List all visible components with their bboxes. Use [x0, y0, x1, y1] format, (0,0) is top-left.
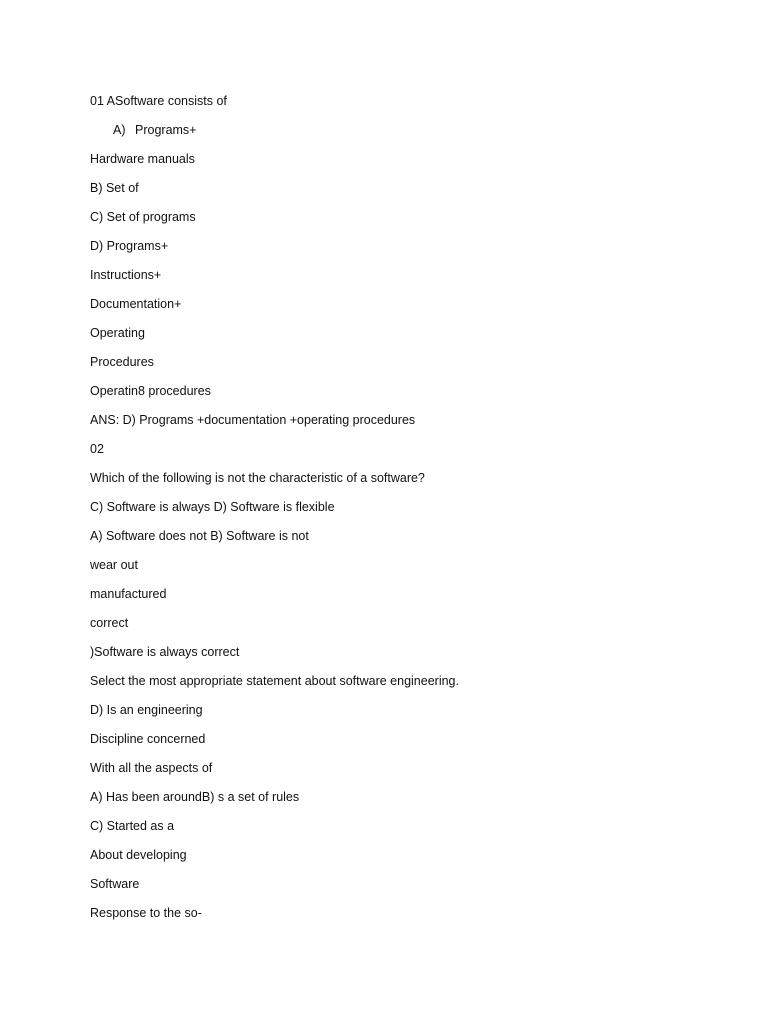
text-line: manufactured	[90, 587, 167, 601]
option-c-line: C) Started as a	[90, 819, 175, 833]
question-2-text: Which of the following is not the characteristic of a software?	[90, 471, 425, 485]
option-c-line: C) Set of programs	[90, 210, 196, 224]
option-a-line	[90, 120, 710, 149]
text-line: About developing	[90, 848, 187, 862]
option-b-line: B) Set of	[90, 181, 139, 195]
answer-line: )Software is always correct	[90, 645, 240, 659]
question-2-number: 02	[90, 442, 104, 456]
option-a-text: Programs+	[135, 123, 197, 137]
answer-line: ANS: D) Programs +documentation +operating procedures	[90, 413, 416, 427]
text-line: Software	[90, 877, 140, 891]
question-3-text: Select the most appropriate statement about software engineering.	[90, 674, 459, 688]
text-line: Documentation+	[90, 297, 182, 311]
text-line: Operating	[90, 326, 145, 340]
option-a-letter: A)	[113, 123, 126, 137]
text-line: Operatin8 procedures	[90, 384, 211, 398]
question-1-heading: 01 ASoftware consists of	[90, 94, 227, 108]
text-line: Procedures	[90, 355, 154, 369]
text-line: Instructions+	[90, 268, 162, 282]
text-line: correct	[90, 616, 129, 630]
options-line: A) Software does not B) Software is not	[90, 529, 309, 543]
option-d-line: D) Is an engineering	[90, 703, 203, 717]
text-line: Response to the so-	[90, 906, 202, 920]
option-d-line: D) Programs+	[90, 239, 169, 253]
text-line: wear out	[90, 558, 138, 572]
options-line: C) Software is always D) Software is flexible	[90, 500, 335, 514]
document-body	[90, 91, 710, 932]
text-line: With all the aspects of	[90, 761, 213, 775]
text-line: Hardware manuals	[90, 152, 195, 166]
options-line: A) Has been aroundB) s a set of rules	[90, 790, 300, 804]
text-line: Discipline concerned	[90, 732, 206, 746]
